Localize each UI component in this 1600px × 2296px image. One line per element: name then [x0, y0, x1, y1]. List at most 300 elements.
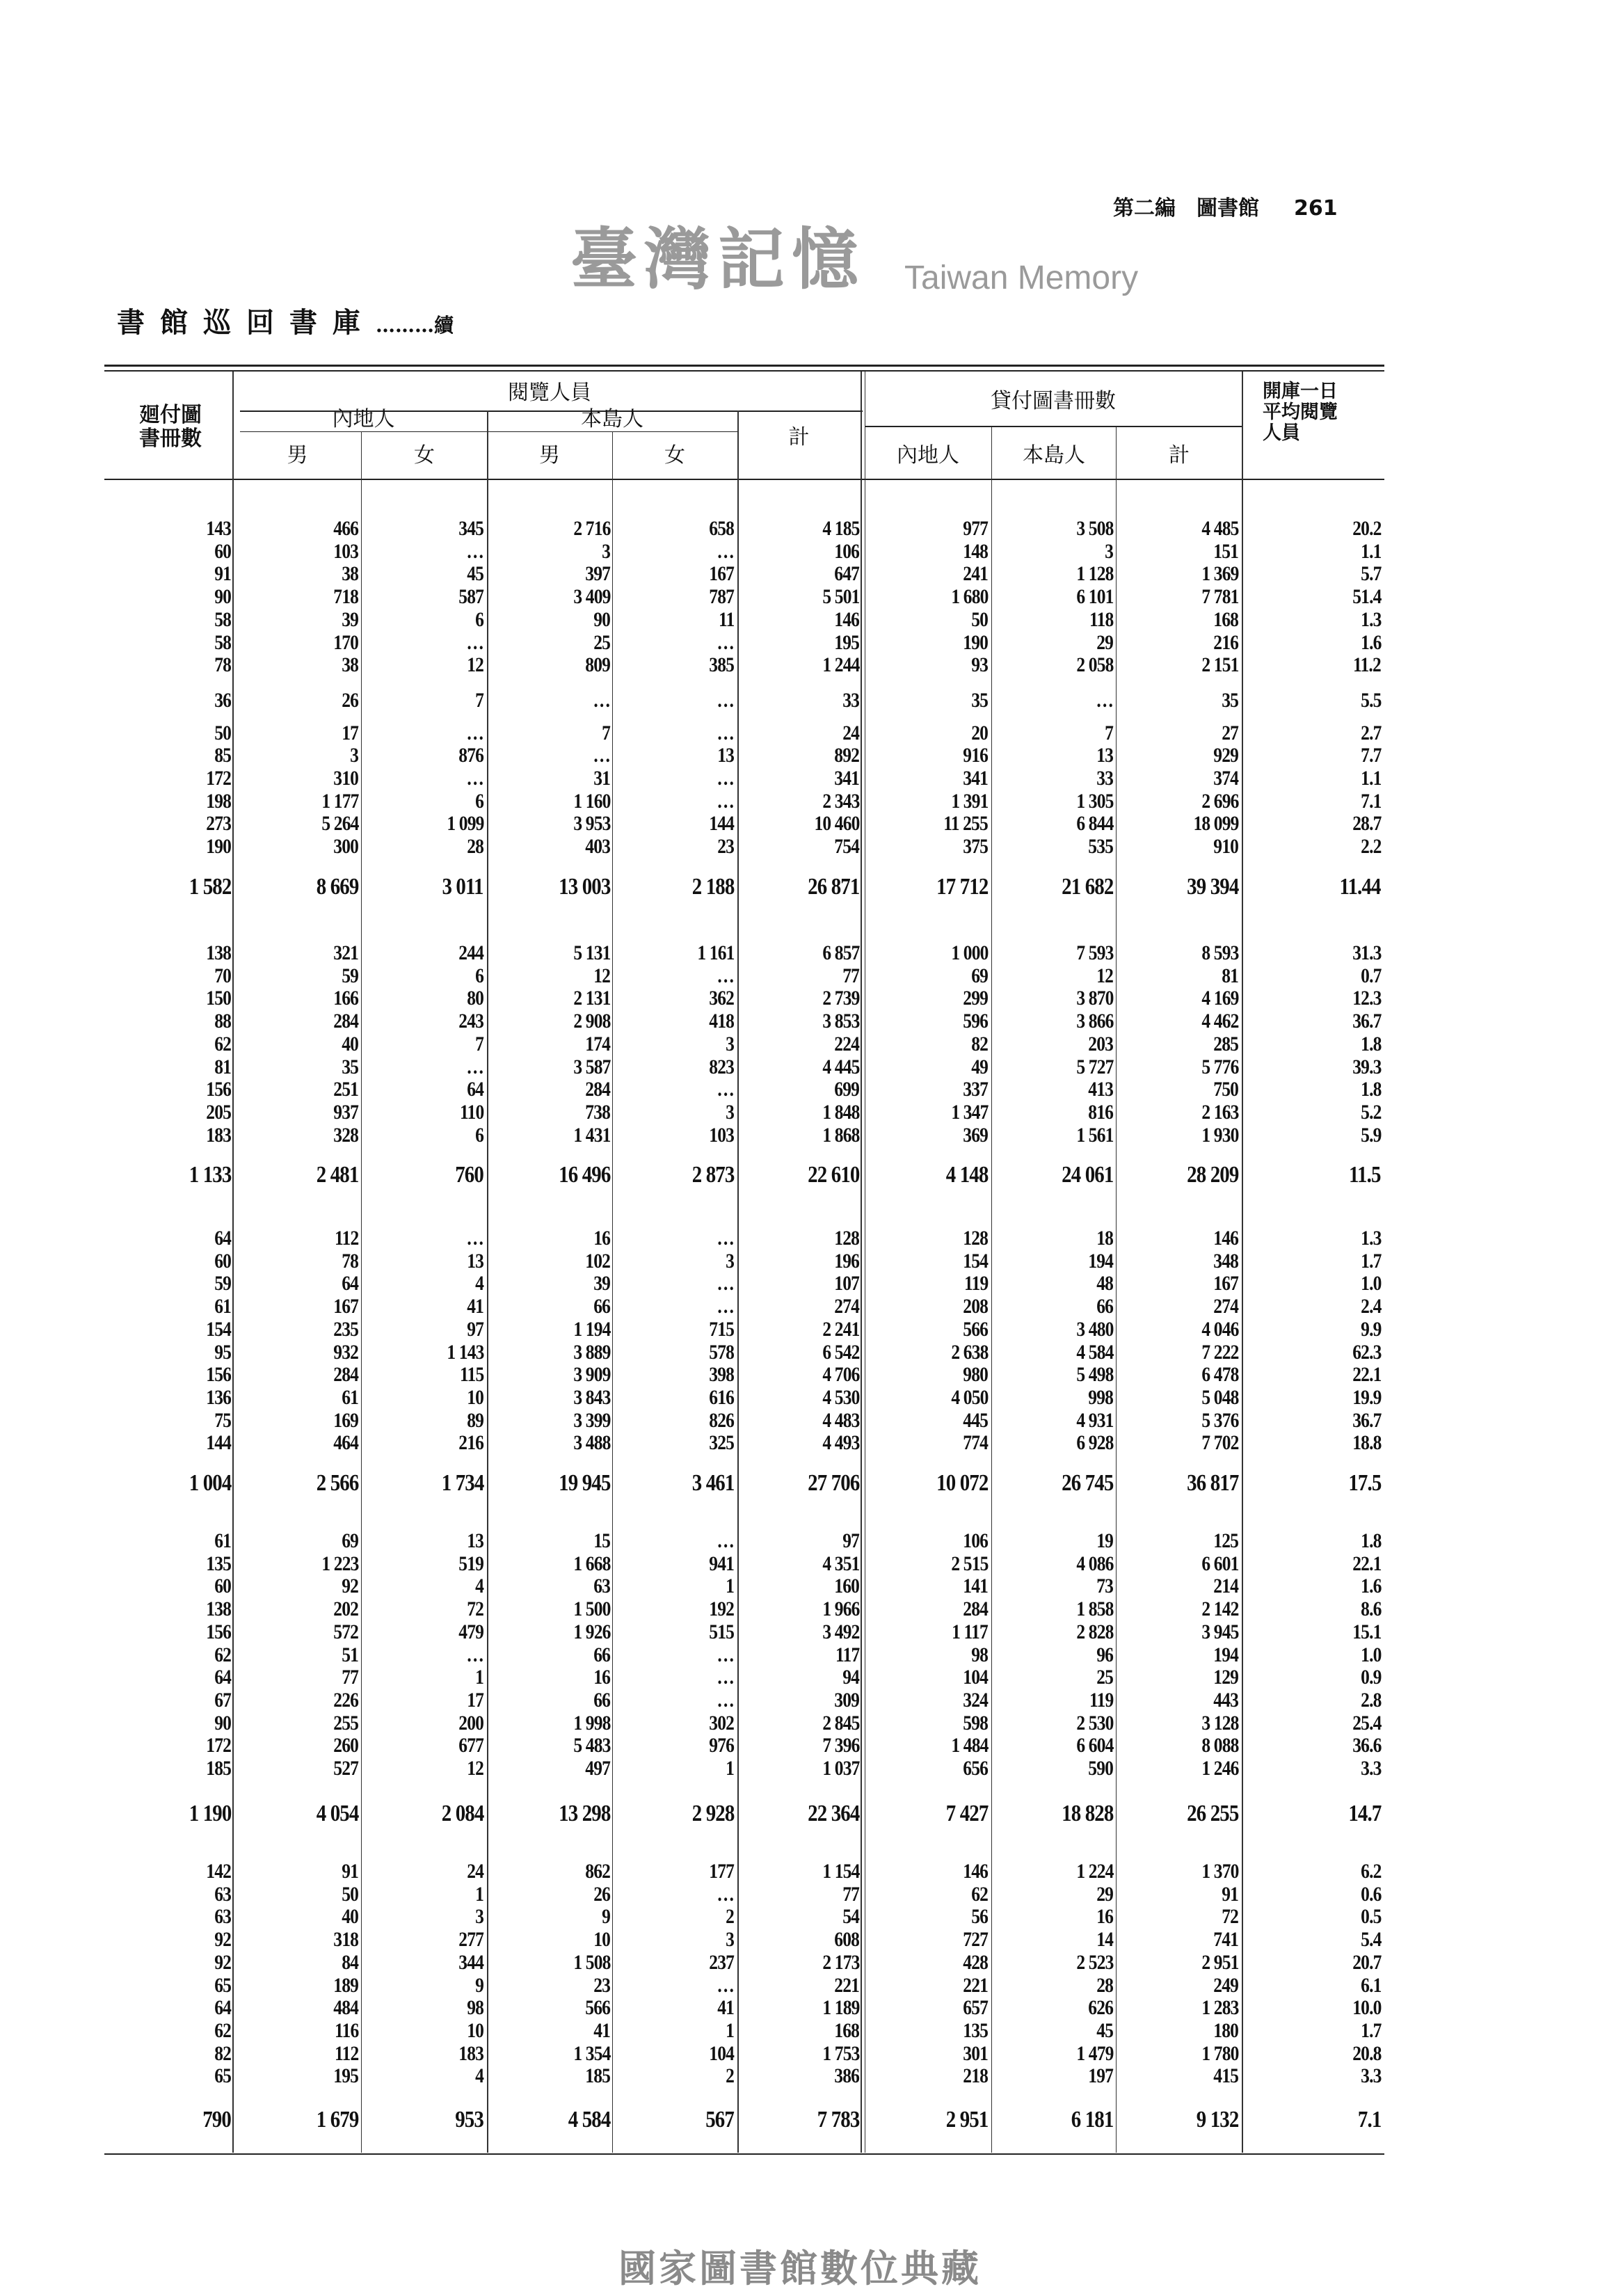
table-cell: 413	[1088, 1078, 1113, 1101]
table-cell: 1 370	[1201, 1860, 1238, 1883]
table-cell: 1.8	[1360, 1529, 1381, 1552]
table-cell: 374	[1213, 767, 1238, 790]
table-cell: 63	[593, 1574, 610, 1598]
table-cell: 72	[467, 1597, 483, 1621]
total-cell: 39 394	[1186, 874, 1238, 900]
table-cell: 138	[206, 1597, 231, 1621]
table-cell: 13	[467, 1249, 483, 1273]
table-cell: 6 101	[1075, 585, 1113, 609]
table-cell: 185	[206, 1757, 231, 1780]
table-cell: 572	[333, 1620, 358, 1643]
table-cell: 5 264	[321, 812, 358, 836]
table-cell: 64	[214, 1996, 231, 2020]
table-cell: 1 926	[573, 1620, 610, 1643]
table-cell: 9.9	[1360, 1317, 1381, 1341]
table-cell: 515	[709, 1620, 734, 1643]
table-cell: 8.6	[1360, 1597, 1381, 1621]
table-cell: 98	[467, 1996, 483, 2020]
table-cell: …	[717, 630, 734, 654]
table-cell: 169	[333, 1408, 358, 1432]
table-cell: 3 909	[573, 1363, 610, 1387]
table-cell: …	[717, 1529, 734, 1552]
table-cell: 195	[834, 630, 859, 654]
table-cell: 328	[333, 1123, 358, 1147]
header-bottom-rule	[104, 479, 1384, 480]
table-cell: 1 160	[573, 789, 610, 813]
total-cell: 26 745	[1061, 1470, 1113, 1496]
table-cell: 519	[458, 1552, 483, 1575]
table-cell: 216	[1213, 630, 1238, 654]
table-cell: 89	[467, 1408, 483, 1432]
table-cell: 5 483	[573, 1734, 610, 1757]
table-cell: 2 163	[1201, 1100, 1238, 1124]
table-cell: 45	[467, 562, 483, 586]
table-cell: 208	[963, 1295, 988, 1318]
table-cell: …	[717, 1078, 734, 1101]
table-cell: 754	[834, 835, 859, 859]
table-cell: 128	[834, 1227, 859, 1250]
total-cell: 2 951	[945, 2107, 988, 2132]
total-cell: 16 496	[558, 1162, 610, 1188]
table-cell: 274	[1213, 1295, 1238, 1318]
table-cell: 3	[1105, 539, 1113, 563]
table-cell: 41	[717, 1996, 734, 2020]
header-books-sent: 廻付圖 書冊數	[139, 403, 202, 451]
table-cell: 16	[593, 1666, 610, 1689]
table-cell: …	[466, 1643, 483, 1666]
table-cell: 106	[963, 1529, 988, 1552]
table-cell: 5.7	[1360, 562, 1381, 586]
table-cell: 325	[709, 1431, 734, 1455]
table-cell: 527	[333, 1757, 358, 1780]
table-cell: 3 480	[1075, 1317, 1113, 1341]
table-cell: 60	[214, 1249, 231, 1273]
table-cell: 141	[963, 1574, 988, 1598]
header-books-lent: 貸付圖書冊數	[991, 389, 1116, 413]
total-cell: 18 828	[1061, 1801, 1113, 1826]
total-cell: 7.1	[1357, 2107, 1381, 2132]
total-cell: 1 582	[189, 874, 231, 900]
table-cell: 1 998	[573, 1711, 610, 1735]
table-cell: 587	[458, 585, 483, 609]
table-cell: 4 493	[822, 1431, 859, 1455]
table-cell: 73	[1096, 1574, 1113, 1598]
table-cell: 1 099	[446, 812, 483, 836]
table-cell: 154	[963, 1249, 988, 1273]
table-cell: 1.1	[1360, 767, 1381, 790]
table-cell: 0.5	[1360, 1905, 1381, 1929]
table-cell: 194	[1213, 1643, 1238, 1666]
lent-underline	[865, 426, 1242, 427]
table-cell: 826	[709, 1408, 734, 1432]
table-cell: 1.0	[1360, 1272, 1381, 1296]
table-cell: 0.9	[1360, 1666, 1381, 1689]
table-cell: 60	[214, 539, 231, 563]
table-cell: 774	[963, 1431, 988, 1455]
table-cell: 398	[709, 1363, 734, 1387]
table-bottom-rule	[104, 2153, 1384, 2155]
table-cell: …	[466, 539, 483, 563]
table-cell: 1 930	[1201, 1123, 1238, 1147]
table-cell: …	[717, 721, 734, 744]
table-cell: 146	[834, 607, 859, 631]
table-cell: 168	[834, 2018, 859, 2042]
table-cell: 7 781	[1201, 585, 1238, 609]
table-cell: 35	[971, 688, 988, 712]
table-cell: 148	[963, 539, 988, 563]
table-cell: 167	[709, 562, 734, 586]
table-cell: 6 542	[822, 1340, 859, 1364]
table-cell: 50	[342, 1882, 358, 1906]
table-cell: 72	[1222, 1905, 1238, 1929]
table-cell: …	[593, 744, 610, 767]
total-cell: 2 084	[441, 1801, 483, 1826]
table-cell: 1 283	[1201, 1996, 1238, 2020]
table-cell: 658	[709, 517, 734, 540]
table-cell: 6	[475, 964, 483, 987]
table-cell: 1 305	[1075, 789, 1113, 813]
total-cell: 36 817	[1186, 1470, 1238, 1496]
ethnicity-underline	[240, 431, 737, 432]
table-cell: 741	[1213, 1928, 1238, 1952]
table-cell: 415	[1213, 2064, 1238, 2088]
table-cell: 38	[342, 653, 358, 677]
table-cell: 1 117	[952, 1620, 988, 1643]
table-cell: 66	[1096, 1295, 1113, 1318]
table-cell: 941	[709, 1552, 734, 1575]
table-cell: 15.1	[1352, 1620, 1381, 1643]
table-cell: 36	[214, 688, 231, 712]
table-cell: 195	[333, 2064, 358, 2088]
table-cell: 102	[585, 1249, 610, 1273]
table-cell: 51.4	[1352, 585, 1381, 609]
table-cell: 135	[206, 1552, 231, 1575]
table-cell: 13	[717, 744, 734, 767]
column-rule	[232, 372, 234, 2153]
table-cell: 112	[334, 2041, 358, 2065]
table-cell: 160	[834, 1574, 859, 1598]
total-cell: 17.5	[1347, 1470, 1381, 1496]
table-cell: 1 848	[822, 1100, 859, 1124]
table-cell: 33	[842, 688, 859, 712]
table-cell: 3 953	[573, 812, 610, 836]
table-cell: 309	[834, 1688, 859, 1712]
table-cell: …	[466, 1055, 483, 1078]
table-cell: 61	[214, 1529, 231, 1552]
table-cell: 56	[971, 1905, 988, 1929]
table-cell: 90	[214, 585, 231, 609]
table-cell: 497	[585, 1757, 610, 1780]
table-cell: 2 739	[822, 987, 859, 1010]
table-cell: 221	[834, 1973, 859, 1997]
table-cell: 26	[593, 1882, 610, 1906]
table-cell: …	[717, 1666, 734, 1689]
table-cell: 91	[1222, 1882, 1238, 1906]
table-cell: 1.6	[1360, 1574, 1381, 1598]
table-cell: 578	[709, 1340, 734, 1364]
table-cell: 150	[206, 987, 231, 1010]
table-cell: …	[717, 1973, 734, 1997]
table-cell: 135	[963, 2018, 988, 2042]
table-cell: 5.5	[1360, 688, 1381, 712]
table-cell: 128	[963, 1227, 988, 1250]
table-cell: 7 593	[1075, 941, 1113, 964]
table-cell: 2 058	[1075, 653, 1113, 677]
total-cell: 28 209	[1186, 1162, 1238, 1188]
table-cell: 2 845	[822, 1711, 859, 1735]
table-cell: 119	[963, 1272, 988, 1296]
table-cell: 937	[333, 1100, 358, 1124]
table-cell: 823	[709, 1055, 734, 1078]
table-cell: 2.4	[1360, 1295, 1381, 1318]
table-cell: 8 593	[1201, 941, 1238, 964]
total-cell: 14.7	[1347, 1801, 1381, 1826]
table-cell: 67	[214, 1688, 231, 1712]
table-cell: 1.6	[1360, 630, 1381, 654]
table-cell: 69	[971, 964, 988, 987]
column-rule	[991, 427, 992, 2153]
table-top-rule	[104, 365, 1384, 367]
column-rule	[737, 410, 739, 2153]
table-cell: 566	[963, 1317, 988, 1341]
table-cell: 192	[709, 1597, 734, 1621]
table-cell: 92	[214, 1928, 231, 1952]
table-cell: 2 142	[1201, 1597, 1238, 1621]
table-cell: 196	[834, 1249, 859, 1273]
header-lent-islander: 本島人	[1023, 443, 1085, 468]
header-islander: 本島人	[581, 407, 643, 431]
total-cell: 1 734	[441, 1470, 483, 1496]
total-cell: 6 181	[1071, 2107, 1113, 2132]
table-cell: 190	[963, 630, 988, 654]
table-cell: 24	[842, 721, 859, 744]
table-cell: 998	[1088, 1385, 1113, 1409]
table-cell: 2 151	[1201, 653, 1238, 677]
table-cell: 17	[467, 1688, 483, 1712]
table-cell: 156	[206, 1363, 231, 1387]
table-cell: 1 966	[822, 1597, 859, 1621]
table-cell: 809	[585, 653, 610, 677]
table-cell: 214	[1213, 1574, 1238, 1598]
table-cell: 23	[717, 835, 734, 859]
table-cell: 62	[214, 1643, 231, 1666]
table-cell: 6	[475, 607, 483, 631]
table-cell: 3 843	[573, 1385, 610, 1409]
running-head	[1113, 196, 1338, 221]
table-cell: …	[717, 964, 734, 987]
header-lent-total: 計	[1169, 443, 1190, 468]
table-cell: 244	[458, 941, 483, 964]
table-cell: 2 716	[573, 517, 610, 540]
table-cell: 48	[1096, 1272, 1113, 1296]
table-cell: …	[717, 1688, 734, 1712]
table-cell: 443	[1213, 1688, 1238, 1712]
table-cell: 218	[963, 2064, 988, 2088]
table-cell: 77	[842, 964, 859, 987]
column-rule	[1242, 372, 1243, 2153]
table-cell: 64	[214, 1666, 231, 1689]
table-cell: 1 868	[822, 1123, 859, 1147]
table-cell: 129	[1213, 1666, 1238, 1689]
table-cell: 299	[963, 987, 988, 1010]
table-cell: 146	[963, 1860, 988, 1883]
table-cell: 7	[475, 1032, 483, 1055]
table-cell: 241	[963, 562, 988, 586]
table-cell: 136	[206, 1385, 231, 1409]
table-cell: 12.3	[1352, 987, 1381, 1010]
table-cell: 106	[834, 539, 859, 563]
table-cell: 26	[342, 688, 358, 712]
table-cell: 6 844	[1075, 812, 1113, 836]
table-cell: 144	[709, 812, 734, 836]
table-cell: 418	[709, 1010, 734, 1033]
table-cell: 2 951	[1201, 1950, 1238, 1974]
table-cell: 7	[1105, 721, 1113, 744]
table-cell: 3	[726, 1100, 734, 1124]
table-cell: 3 587	[573, 1055, 610, 1078]
table-title	[117, 306, 454, 342]
table-cell: 65	[214, 1973, 231, 1997]
table-cell: 3	[602, 539, 610, 563]
table-cell: 98	[971, 1643, 988, 1666]
table-cell: 590	[1088, 1757, 1113, 1780]
table-cell: 110	[459, 1100, 483, 1124]
table-cell: 200	[458, 1711, 483, 1735]
table-cell: 4 050	[950, 1385, 988, 1409]
table-cell: 50	[214, 721, 231, 744]
table-cell: 59	[342, 964, 358, 987]
table-cell: 4 185	[822, 517, 859, 540]
section-name: 第二編 圖書館	[1113, 196, 1259, 221]
table-cell: 20.7	[1352, 1950, 1381, 1974]
total-cell: 13 003	[558, 874, 610, 900]
table-cell: 18	[1096, 1227, 1113, 1250]
table-cell: 97	[467, 1317, 483, 1341]
table-cell: 0.7	[1360, 964, 1381, 987]
table-cell: 11.2	[1353, 653, 1381, 677]
total-cell: 26 255	[1186, 1801, 1238, 1826]
table-cell: 168	[1213, 607, 1238, 631]
table-cell: …	[717, 1272, 734, 1296]
total-cell: 1 190	[189, 1801, 231, 1826]
table-cell: 167	[1213, 1272, 1238, 1296]
table-cell: 375	[963, 835, 988, 859]
table-cell: 3	[726, 1249, 734, 1273]
table-cell: 25	[1096, 1666, 1113, 1689]
table-cell: 172	[206, 1734, 231, 1757]
table-cell: 445	[963, 1408, 988, 1432]
table-cell: 362	[709, 987, 734, 1010]
table-cell: 14	[1096, 1928, 1113, 1952]
table-cell: 1 780	[1201, 2041, 1238, 2065]
table-cell: 11	[718, 607, 734, 631]
table-cell: 103	[333, 539, 358, 563]
table-cell: 167	[333, 1295, 358, 1318]
table-cell: 18 099	[1192, 812, 1238, 836]
table-cell: 1 369	[1201, 562, 1238, 586]
table-cell: 41	[467, 1295, 483, 1318]
table-cell: 616	[709, 1385, 734, 1409]
table-cell: 1 244	[822, 653, 859, 677]
total-cell: 10 072	[936, 1470, 988, 1496]
table-cell: 7	[602, 721, 610, 744]
table-cell: 8 088	[1201, 1734, 1238, 1757]
table-cell: 1 479	[1075, 2041, 1113, 2065]
table-cell: 27	[1222, 721, 1238, 744]
table-cell: 5.2	[1360, 1100, 1381, 1124]
footer-credit: 國家圖書館數位典藏	[618, 2247, 982, 2290]
table-cell: 82	[214, 2041, 231, 2065]
table-cell: …	[717, 688, 734, 712]
table-cell: 1 194	[573, 1317, 610, 1341]
table-cell: 1 680	[950, 585, 988, 609]
total-cell: 3 461	[691, 1470, 734, 1496]
table-cell: 6 601	[1201, 1552, 1238, 1575]
table-cell: 91	[342, 1860, 358, 1883]
header-readers-total: 計	[788, 425, 810, 449]
table-cell: 892	[834, 744, 859, 767]
table-cell: 647	[834, 562, 859, 586]
table-cell: 19.9	[1352, 1385, 1381, 1409]
table-cell: 12	[467, 653, 483, 677]
header-lent-mainland: 內地人	[897, 443, 959, 468]
total-cell: 24 061	[1061, 1162, 1113, 1188]
table-cell: 3.3	[1360, 1757, 1381, 1780]
table-cell: 10	[467, 2018, 483, 2042]
table-cell: 115	[459, 1363, 483, 1387]
table-cell: 3 492	[822, 1620, 859, 1643]
table-cell: 479	[458, 1620, 483, 1643]
title-text: 書館巡回書庫	[117, 306, 376, 339]
table-cell: 4 706	[822, 1363, 859, 1387]
table-cell: 1 668	[573, 1552, 610, 1575]
table-cell: 6.1	[1360, 1973, 1381, 1997]
table-cell: 40	[342, 1032, 358, 1055]
table-cell: 787	[709, 585, 734, 609]
table-cell: 7.7	[1360, 744, 1381, 767]
table-cell: 976	[709, 1734, 734, 1757]
table-cell: 6 604	[1075, 1734, 1113, 1757]
table-cell: 4 584	[1075, 1340, 1113, 1364]
table-cell: 10	[593, 1928, 610, 1952]
table-cell: 1 858	[1075, 1597, 1113, 1621]
total-cell: 790	[202, 2107, 231, 2132]
table-cell: 3 128	[1201, 1711, 1238, 1735]
table-cell: 929	[1213, 744, 1238, 767]
table-cell: 2 523	[1075, 1950, 1113, 1974]
table-cell: 78	[214, 653, 231, 677]
table-cell: 4	[475, 1574, 483, 1598]
table-cell: 1 753	[822, 2041, 859, 2065]
total-cell: 4 584	[568, 2107, 610, 2132]
table-cell: 166	[333, 987, 358, 1010]
watermark-logo: 臺灣記憶	[570, 220, 865, 298]
table-cell: 277	[458, 1928, 483, 1952]
table-cell: 112	[334, 1227, 358, 1250]
table-cell: 156	[206, 1620, 231, 1643]
table-cell: 2.8	[1360, 1688, 1381, 1712]
table-cell: 41	[593, 2018, 610, 2042]
table-cell: 4 086	[1075, 1552, 1113, 1575]
table-cell: 13	[467, 1529, 483, 1552]
table-cell: 172	[206, 767, 231, 790]
table-cell: 7.1	[1360, 789, 1381, 813]
column-rule	[1116, 427, 1117, 2153]
table-cell: 85	[214, 744, 231, 767]
table-cell: 249	[1213, 1973, 1238, 1997]
table-cell: 1 508	[573, 1950, 610, 1974]
table-cell: 143	[206, 517, 231, 540]
